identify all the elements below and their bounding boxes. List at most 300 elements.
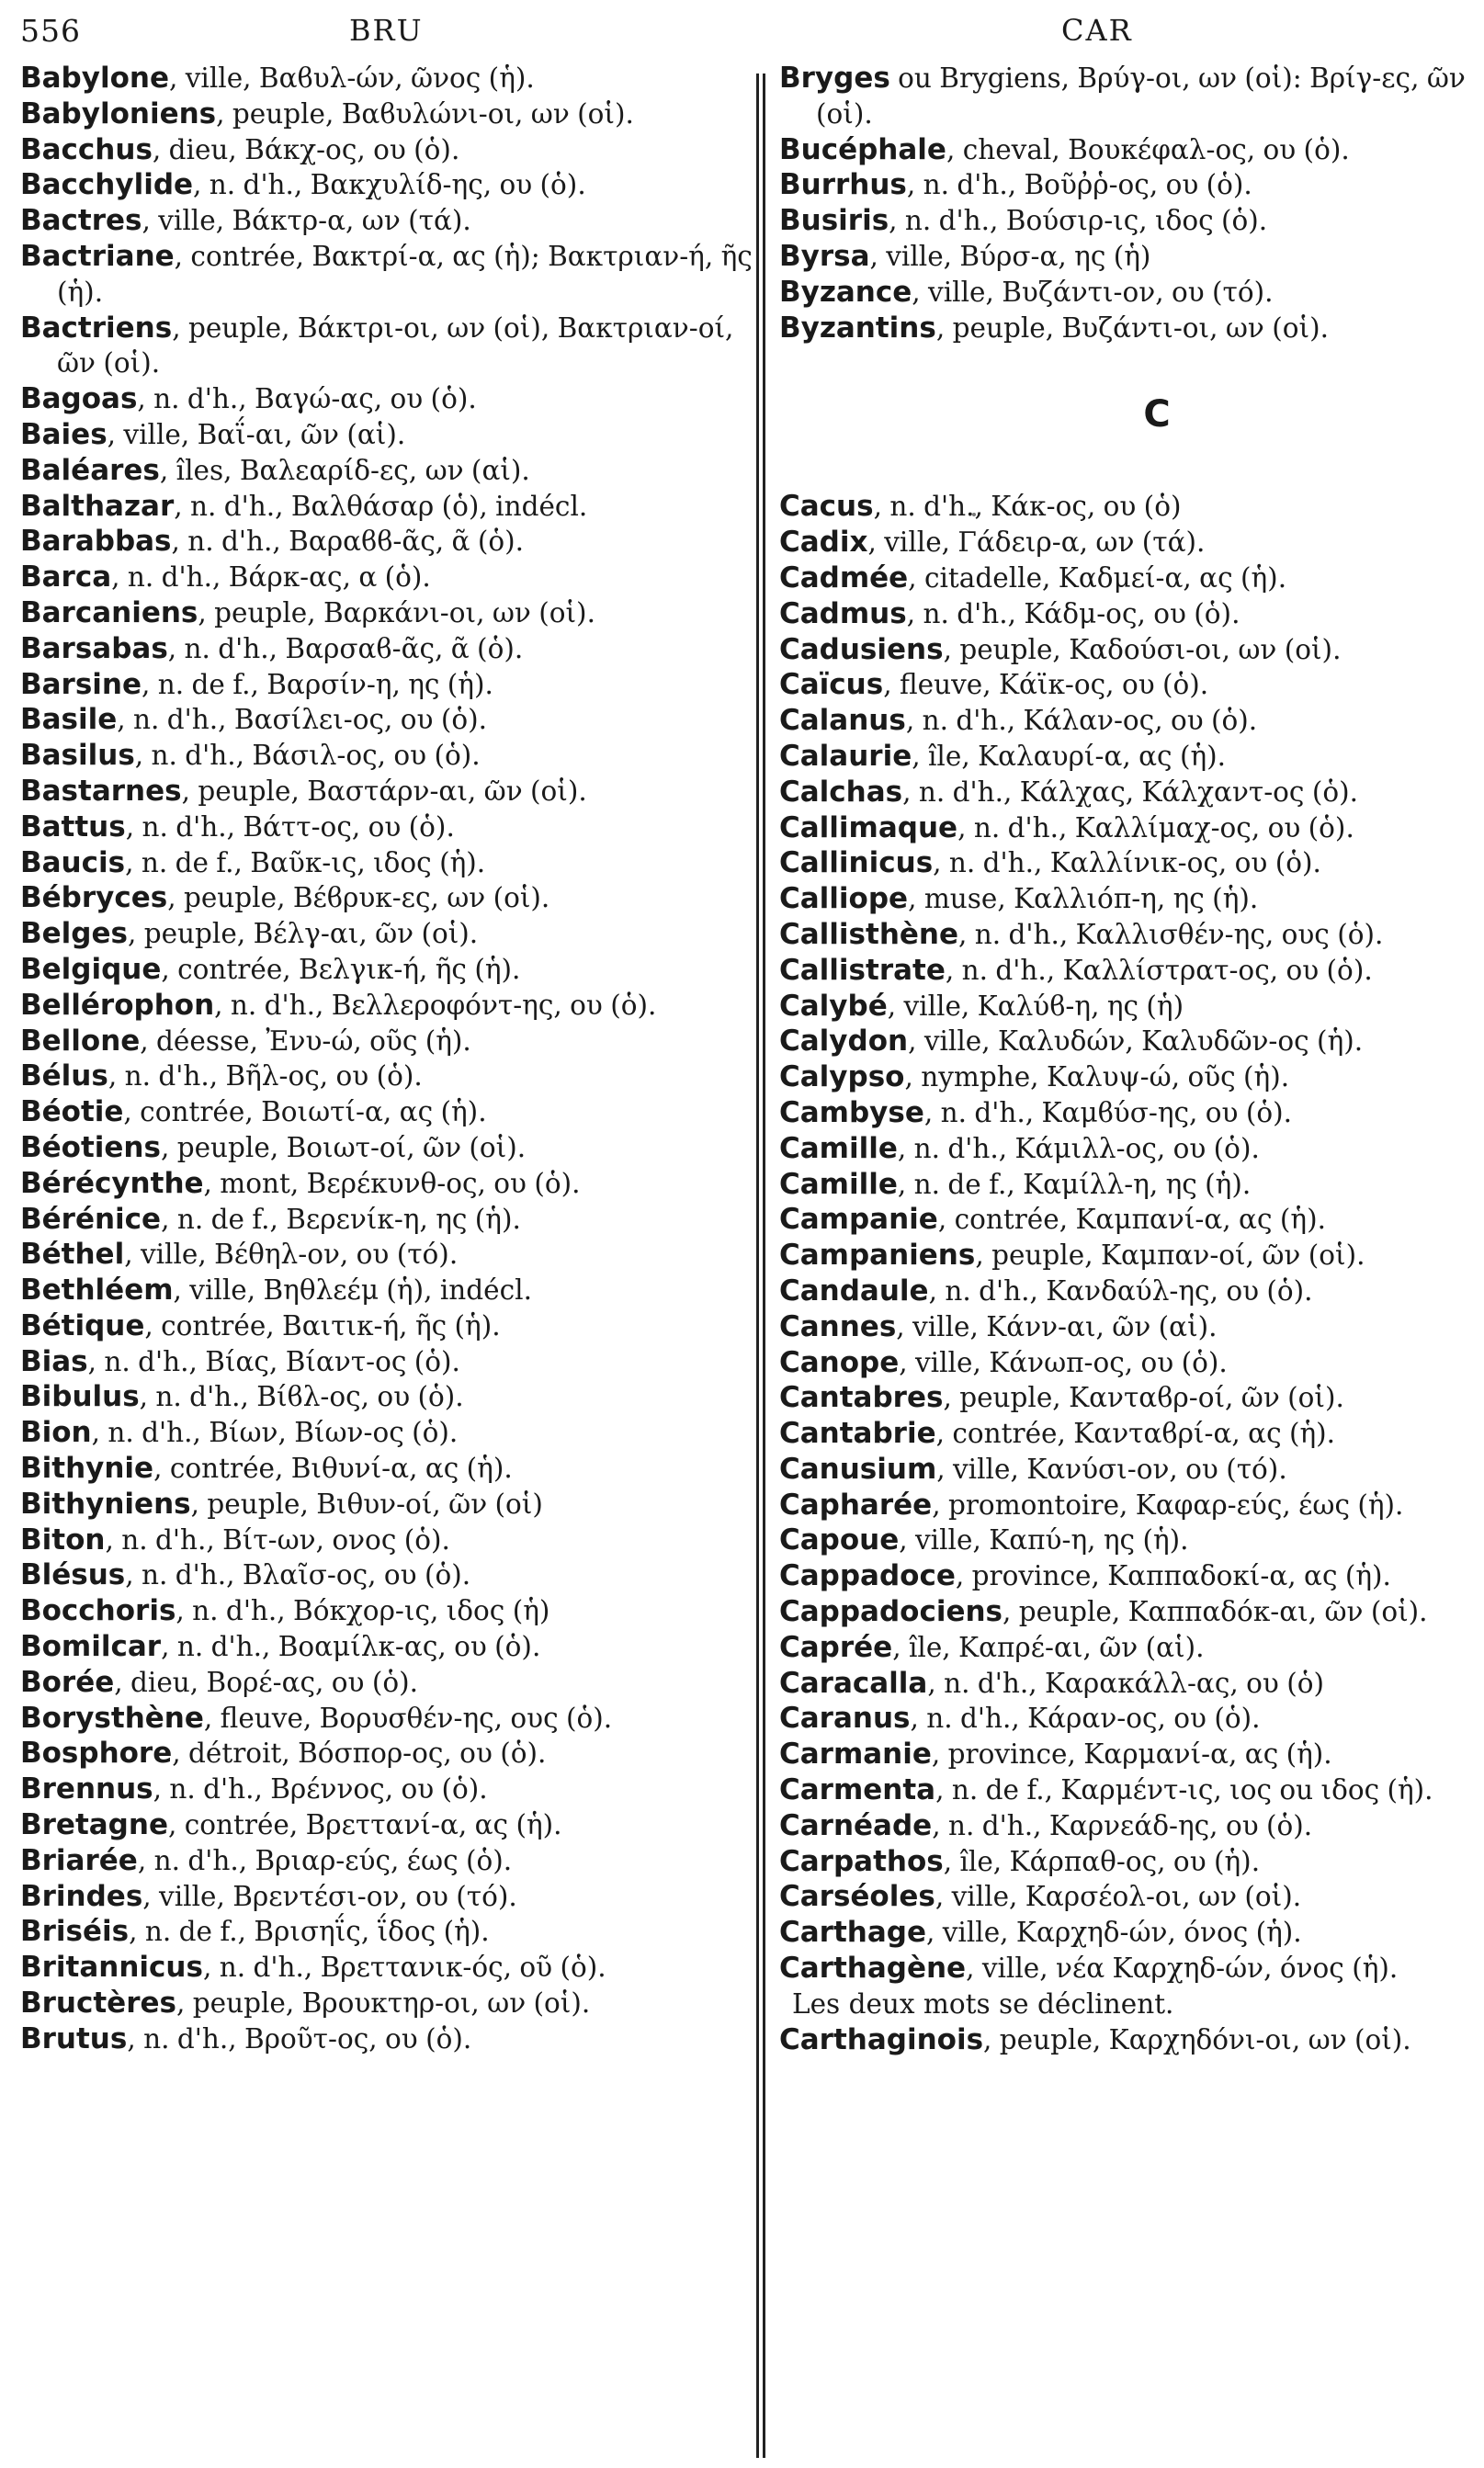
entry-definition: , peuple, Βοιωτ-οί, ῶν (οἱ). bbox=[160, 1131, 527, 1163]
entry-definition: , n. d'h., Βριαρ-εύς, έως (ὁ). bbox=[137, 1844, 513, 1876]
dictionary-entry bbox=[779, 275, 1470, 311]
dictionary-entry bbox=[779, 845, 1470, 881]
dictionary-entry bbox=[779, 203, 1470, 239]
dictionary-entry bbox=[779, 560, 1470, 596]
entry-headword: Campaniens bbox=[779, 1239, 976, 1273]
entry-definition: , n. d'h., Βάρκ-ας, α (ὁ). bbox=[111, 561, 431, 594]
entry-definition: , n. d'h., Κάκ-ος, ου (ὁ) bbox=[873, 491, 1182, 523]
entry-headword: Cadix bbox=[779, 526, 868, 560]
entry-definition: , peuple, Βέλγ-αι, ῶν (οἱ). bbox=[127, 918, 479, 950]
dictionary-entry bbox=[20, 1451, 755, 1487]
dictionary-entry bbox=[20, 489, 755, 525]
entry-definition: , dieu, Βορέ-ας, ου (ὁ). bbox=[114, 1666, 419, 1698]
dictionary-entry bbox=[779, 1666, 1470, 1702]
dictionary-entry bbox=[20, 880, 755, 916]
entry-definition: , n. d'h., Βίϐλ-ος, ου (ὁ). bbox=[139, 1381, 464, 1413]
dictionary-entry bbox=[779, 810, 1470, 846]
dictionary-entry bbox=[779, 525, 1470, 560]
entry-definition: , ville, Κάνωπ-ος, ου (ὁ). bbox=[899, 1346, 1228, 1378]
entry-headword: Bactres bbox=[20, 204, 142, 238]
entry-definition: , n. d'h., Καρακάλλ-ας, ου (ὁ) bbox=[927, 1667, 1324, 1699]
dictionary-entry bbox=[779, 1416, 1470, 1452]
entry-headword: Bion bbox=[20, 1416, 92, 1450]
entry-definition: , contrée, Βελγικ-ή, ῆς (ἡ). bbox=[161, 953, 521, 985]
dictionary-entry bbox=[779, 1024, 1470, 1059]
entry-headword: Bithyniens bbox=[20, 1487, 191, 1521]
dictionary-entry bbox=[779, 1059, 1470, 1095]
dictionary-entry bbox=[779, 1131, 1470, 1167]
dictionary-entry bbox=[20, 1024, 755, 1059]
entry-definition: , ville, Βρεντέσι-ον, ου (τό). bbox=[142, 1880, 517, 1912]
entry-headword: Béthel bbox=[20, 1238, 125, 1272]
entry-headword: Baléares bbox=[20, 453, 160, 487]
dictionary-entry bbox=[20, 1914, 755, 1950]
entry-definition: , n. d'h., Βακχυλίδ-ης, ου (ὁ). bbox=[193, 169, 586, 201]
dictionary-entry bbox=[779, 775, 1470, 810]
entry-definition: , contrée, Βρεττανί-α, ας (ἡ). bbox=[167, 1809, 562, 1841]
entry-definition: , peuple, Κανταϐρ-οί, ῶν (οἱ). bbox=[943, 1382, 1344, 1414]
entry-definition: , peuple, Καμπαν-οί, ῶν (οἱ). bbox=[975, 1240, 1365, 1272]
dictionary-entry bbox=[779, 1274, 1470, 1309]
entry-headword: Capoue bbox=[779, 1523, 900, 1557]
dictionary-entry bbox=[779, 1772, 1470, 1808]
entry-definition: , ville, Βηθλεέμ (ἡ), indécl. bbox=[173, 1274, 532, 1307]
dictionary-entry bbox=[20, 1736, 755, 1772]
right-column bbox=[779, 61, 1470, 2057]
entry-headword: Bryges bbox=[779, 62, 890, 95]
entry-definition: , n. de f., Βαῦκ-ις, ιδος (ἡ). bbox=[125, 846, 486, 878]
entry-definition: , n. d'h., Καλλίνικ-ος, ου (ὁ). bbox=[933, 847, 1321, 879]
dictionary-entry bbox=[779, 667, 1470, 703]
entry-definition: , cheval, Βουκέφαλ-ος, ου (ὁ). bbox=[946, 133, 1350, 165]
entry-headword: Bethléem bbox=[20, 1274, 174, 1308]
dictionary-entry bbox=[20, 96, 755, 132]
entry-definition: , promontoire, Καφαρ-εύς, έως (ἡ). bbox=[932, 1489, 1404, 1521]
entry-definition: , peuple, Βέϐρυκ-ες, ων (οἱ). bbox=[167, 882, 550, 914]
entry-headword: Basilus bbox=[20, 739, 135, 773]
entry-headword: Busiris bbox=[779, 204, 889, 238]
dictionary-entry bbox=[20, 167, 755, 203]
entry-definition: , île, Καλαυρί-α, ας (ἡ). bbox=[912, 740, 1227, 772]
dictionary-entry bbox=[20, 61, 755, 96]
entry-definition: , ville, Καπύ-η, ης (ἡ). bbox=[899, 1524, 1189, 1557]
dictionary-entry bbox=[779, 739, 1470, 775]
entry-definition: , dieu, Βάκχ-ος, ου (ὁ). bbox=[152, 133, 460, 165]
entry-definition: , province, Καρμανί-α, ας (ἡ). bbox=[931, 1738, 1332, 1771]
entry-definition: , contrée, Βαιτικ-ή, ῆς (ἡ). bbox=[144, 1309, 501, 1342]
entry-headword: Brennus bbox=[20, 1772, 153, 1806]
entry-headword: Bucéphale bbox=[779, 132, 946, 166]
dictionary-entry bbox=[779, 1630, 1470, 1666]
entry-definition: , n. d'h., Βαραϐϐ-ᾶς, ᾶ (ὁ). bbox=[171, 526, 524, 558]
dictionary-entry bbox=[20, 1593, 755, 1629]
entry-headword: Carthaginois bbox=[779, 2022, 984, 2056]
entry-headword: Bosphore bbox=[20, 1737, 173, 1771]
entry-headword: Carmanie bbox=[779, 1738, 932, 1772]
dictionary-entry bbox=[20, 1807, 755, 1843]
entry-definition: , province, Καππαδοκί-α, ας (ἡ). bbox=[955, 1560, 1391, 1592]
dictionary-entry bbox=[779, 881, 1470, 917]
entry-headword: Cambyse bbox=[779, 1095, 924, 1129]
entry-headword: Bétique bbox=[20, 1308, 145, 1342]
entry-definition: , citadelle, Καδμεί-α, ας (ἡ). bbox=[908, 561, 1287, 594]
entry-headword: Béotie bbox=[20, 1095, 124, 1129]
entry-definition: , ville, Καρσέολ-οι, ων (οἱ). bbox=[935, 1881, 1302, 1913]
entry-definition: , n. de f., Βαρσίν-η, ης (ἡ). bbox=[142, 668, 493, 700]
dictionary-entry bbox=[20, 702, 755, 738]
entry-definition: , peuple, Βρουκτηρ-οι, ων (οἱ). bbox=[176, 1987, 591, 2020]
dictionary-entry bbox=[779, 1523, 1470, 1558]
entry-headword: Bébryces bbox=[20, 881, 168, 915]
entry-headword: Cacus bbox=[779, 490, 874, 524]
entry-definition: , contrée, Βακτρί-α, ας (ἡ); Βακτριαν-ή, ῆς (ἡ). bbox=[57, 240, 753, 308]
entry-definition: , peuple, Καππαδόκ-αι, ῶν (οἱ). bbox=[1003, 1596, 1428, 1628]
entry-definition: , peuple, Βαστάρν-αι, ῶν (οἱ). bbox=[181, 775, 587, 807]
entry-definition: , n. d'h., Βρεττανικ-ός, οῦ (ὁ). bbox=[202, 1952, 606, 1984]
entry-definition: , ville, Καλύϐ-η, ης (ἡ) bbox=[887, 990, 1184, 1022]
column-divider bbox=[756, 74, 759, 2458]
entry-headword: Carthage bbox=[779, 1916, 926, 1950]
entry-definition: ou Brygiens, Βρύγ-οι, ων (οἱ): Βρίγ-ες, ῶν (οἱ). bbox=[816, 62, 1466, 130]
dictionary-entry bbox=[779, 703, 1470, 739]
dictionary-entry bbox=[20, 1308, 755, 1344]
dictionary-entry bbox=[20, 1879, 755, 1915]
entry-definition: , n. d'h., Βούσιρ-ις, ιδος (ὁ). bbox=[889, 205, 1268, 237]
dictionary-entry bbox=[20, 132, 755, 168]
entry-definition: , n. d'h., Βαρσαϐ-ᾶς, ᾶ (ὁ). bbox=[167, 632, 524, 664]
entry-definition: , îles, Βαλεαρίδ-ες, ων (αἱ). bbox=[159, 454, 530, 486]
entry-headword: Cantabrie bbox=[779, 1417, 936, 1451]
entry-definition: , n. d'h., Κάμιλλ-ος, ου (ὁ). bbox=[897, 1132, 1260, 1164]
entry-headword: Battus bbox=[20, 809, 126, 843]
dictionary-entry bbox=[20, 738, 755, 774]
entry-headword: Bacchylide bbox=[20, 168, 194, 202]
entry-headword: Capharée bbox=[779, 1488, 933, 1522]
entry-headword: Baucis bbox=[20, 845, 126, 879]
section-letter: C bbox=[1143, 393, 1171, 436]
dictionary-entry bbox=[20, 1487, 755, 1523]
entry-definition: , ville, Βάκτρ-α, ων (τά). bbox=[142, 205, 471, 237]
entry-definition: , ville, Βαϐυλ-ών, ῶνος (ἡ). bbox=[168, 62, 535, 94]
entry-headword: Cappadociens bbox=[779, 1595, 1003, 1629]
entry-definition: , n. d'h., Βαλθάσαρ (ὁ), indécl. bbox=[174, 490, 588, 522]
entry-definition: , ville, νέα Καρχηδ-ών, όνος (ἡ). bbox=[966, 1953, 1399, 1985]
entry-headword: Bactriane bbox=[20, 239, 175, 273]
entry-headword: Béotiens bbox=[20, 1130, 161, 1164]
entry-headword: Candaule bbox=[779, 1274, 929, 1308]
entry-headword: Babylone bbox=[20, 62, 169, 95]
entry-headword: Bérénice bbox=[20, 1202, 162, 1236]
entry-headword: Bomilcar bbox=[20, 1630, 162, 1664]
dictionary-entry bbox=[779, 632, 1470, 668]
dictionary-entry bbox=[20, 417, 755, 453]
entry-headword: Bibulus bbox=[20, 1380, 140, 1414]
right-guide-word: CAR bbox=[1061, 13, 1133, 48]
dictionary-entry bbox=[20, 809, 755, 845]
entry-headword: Barabbas bbox=[20, 525, 172, 559]
dictionary-entry bbox=[20, 1557, 755, 1593]
entry-headword: Canusium bbox=[779, 1452, 937, 1486]
entry-headword: Carnéade bbox=[779, 1808, 933, 1842]
entry-headword: Bretagne bbox=[20, 1808, 168, 1842]
dictionary-entry bbox=[20, 311, 755, 382]
entry-definition: , ville, Κάνν-αι, ῶν (αἱ). bbox=[896, 1310, 1218, 1342]
dictionary-entry bbox=[20, 631, 755, 667]
entry-headword: Caranus bbox=[779, 1702, 911, 1736]
dictionary-entry bbox=[20, 1950, 755, 1986]
dictionary-entry bbox=[779, 1238, 1470, 1274]
entry-definition: , n. d'h., Κανδαύλ-ης, ου (ὁ). bbox=[928, 1274, 1313, 1307]
dictionary-entry bbox=[779, 239, 1470, 275]
entry-headword: Bérécynthe bbox=[20, 1166, 204, 1200]
entry-headword: Blésus bbox=[20, 1558, 126, 1592]
entry-headword: Barca bbox=[20, 560, 112, 594]
entry-headword: Bructères bbox=[20, 1987, 176, 2021]
entry-headword: Belgique bbox=[20, 952, 162, 986]
entry-definition: , déesse, Ἐνυ-ώ, οῦς (ἡ). bbox=[140, 1025, 471, 1057]
entry-definition: , n. de f., Καμίλλ-η, ης (ἡ). bbox=[897, 1168, 1252, 1200]
entry-definition: , ville, Βύρσ-α, ης (ἡ) bbox=[869, 240, 1151, 272]
entry-headword: Barcaniens bbox=[20, 595, 198, 629]
dictionary-entry bbox=[20, 845, 755, 881]
entry-headword: Belges bbox=[20, 917, 128, 951]
entry-definition: , muse, Καλλιόπ-η, ης (ἡ). bbox=[908, 883, 1259, 915]
entry-headword: Cadusiens bbox=[779, 632, 944, 666]
entry-definition: , île, Κάρπαθ-ος, ου (ἡ). bbox=[943, 1845, 1261, 1877]
entry-headword: Caïcus bbox=[779, 668, 884, 702]
entry-definition: , n. d'h., Κάδμ-ος, ου (ὁ). bbox=[906, 597, 1240, 629]
entry-definition: , n. d'h., Καμϐύσ-ης, ου (ὁ). bbox=[923, 1096, 1293, 1128]
entry-definition: , n. de f., Βρισηΐς, ΐδος (ἡ). bbox=[129, 1916, 490, 1948]
entry-headword: Brindes bbox=[20, 1879, 143, 1913]
dictionary-entry bbox=[779, 917, 1470, 953]
entry-definition: , fleuve, Κάϊκ-ος, ου (ὁ). bbox=[883, 669, 1209, 701]
dictionary-entry bbox=[779, 1844, 1470, 1880]
entry-headword: Callimaque bbox=[779, 810, 958, 844]
dictionary-entry bbox=[20, 1772, 755, 1807]
dictionary-entry bbox=[20, 1237, 755, 1273]
entry-headword: Basile bbox=[20, 703, 118, 737]
entry-headword: Byzantins bbox=[779, 311, 936, 345]
left-guide-word: BRU bbox=[349, 13, 424, 48]
entry-headword: Calypso bbox=[779, 1060, 905, 1094]
entry-headword: Calanus bbox=[779, 704, 906, 738]
left-column bbox=[20, 61, 755, 2057]
dictionary-entry bbox=[779, 1808, 1470, 1844]
dictionary-entry bbox=[20, 453, 755, 489]
entry-definition: , contrée, Κανταϐρί-α, ας (ἡ). bbox=[935, 1418, 1336, 1450]
dictionary-entry bbox=[20, 203, 755, 239]
dictionary-entry bbox=[779, 1202, 1470, 1238]
dictionary-entry bbox=[20, 524, 755, 560]
entry-headword: Burrhus bbox=[779, 168, 907, 202]
entry-definition: , ville, Κανύσι-ον, ου (τό). bbox=[936, 1453, 1287, 1485]
entry-headword: Babyloniens bbox=[20, 96, 217, 130]
entry-headword: Carthagène bbox=[779, 1952, 967, 1986]
dictionary-entry bbox=[20, 1986, 755, 2021]
entry-headword: Borysthène bbox=[20, 1701, 204, 1735]
entry-headword: Calaurie bbox=[779, 739, 912, 773]
dictionary-entry bbox=[20, 595, 755, 631]
entry-headword: Bellone bbox=[20, 1024, 141, 1058]
entry-definition: , peuple, Βαϐυλώνι-οι, ων (οἱ). bbox=[216, 97, 634, 130]
dictionary-entry bbox=[779, 132, 1470, 168]
entry-headword: Cadmus bbox=[779, 596, 907, 630]
entry-headword: Bacchus bbox=[20, 132, 153, 166]
dictionary-entry bbox=[779, 1558, 1470, 1594]
entry-headword: Calchas bbox=[779, 775, 903, 809]
column-divider bbox=[763, 74, 765, 2458]
dictionary-entry bbox=[20, 1415, 755, 1451]
dictionary-entry bbox=[779, 1951, 1470, 1987]
dictionary-entry bbox=[20, 952, 755, 988]
declension-note: Les deux mots se déclinent. bbox=[792, 1987, 1174, 2020]
entry-definition: , contrée, Βιθυνί-α, ας (ἡ). bbox=[153, 1453, 513, 1485]
entry-definition: , contrée, Βοιωτί-α, ας (ἡ). bbox=[123, 1096, 487, 1128]
entry-definition: , peuple, Βυζάντι-οι, ων (οἱ). bbox=[935, 311, 1329, 344]
entry-definition: , détroit, Βόσπορ-ος, ου (ὁ). bbox=[172, 1738, 547, 1770]
running-header bbox=[0, 13, 1484, 50]
dictionary-entry bbox=[779, 167, 1470, 203]
dictionary-entry bbox=[20, 560, 755, 595]
entry-definition: , n. d'h., Βοῦῤῥ-ος, ου (ὁ). bbox=[906, 169, 1252, 201]
entry-headword: Bocchoris bbox=[20, 1594, 176, 1628]
entry-headword: Bellérophon bbox=[20, 988, 215, 1022]
right-column-c-entries bbox=[779, 489, 1470, 1986]
entry-headword: Carséoles bbox=[779, 1880, 935, 1914]
entry-headword: Caracalla bbox=[779, 1666, 928, 1700]
entry-definition: , n. d'h., Καλλίμαχ-ος, ου (ὁ). bbox=[957, 811, 1354, 843]
entry-headword: Camille bbox=[779, 1131, 898, 1165]
entry-definition: , n. de f., Καρμέντ-ις, ιος ou ιδος (ἡ). bbox=[935, 1774, 1433, 1806]
entry-headword: Balthazar bbox=[20, 489, 175, 523]
dictionary-entry bbox=[20, 1130, 755, 1166]
entry-definition: , n. d'h., Κάραν-ος, ου (ὁ). bbox=[910, 1703, 1261, 1735]
entry-headword: Byzance bbox=[779, 275, 912, 309]
entry-headword: Britannicus bbox=[20, 1951, 203, 1985]
entry-definition: , n. d'h., Καλλισθέν-ης, ους (ὁ). bbox=[958, 918, 1384, 950]
entry-definition: , peuple, Βιθυν-οί, ῶν (οἱ) bbox=[190, 1488, 543, 1520]
entry-definition: , n. de f., Βερενίκ-η, ης (ἡ). bbox=[161, 1203, 521, 1235]
entry-definition: , n. d'h., Βόκχορ-ις, ιδος (ἡ) bbox=[176, 1595, 550, 1627]
entry-definition: , peuple, Καδούσι-οι, ων (οἱ). bbox=[943, 633, 1342, 665]
entry-headword: Barsabas bbox=[20, 631, 168, 665]
entry-headword: Bithynie bbox=[20, 1452, 154, 1486]
entry-headword: Bélus bbox=[20, 1059, 108, 1093]
entry-headword: Bactriens bbox=[20, 311, 173, 345]
entry-definition: , n. d'h., Κάλχας, Κάλχαντ-ος (ὁ). bbox=[902, 775, 1358, 808]
dictionary-entry bbox=[20, 667, 755, 703]
entry-headword: Caprée bbox=[779, 1630, 893, 1664]
entry-headword: Cadmée bbox=[779, 560, 909, 594]
entry-definition: , n. d'h., Καλλίστρατ-ος, ου (ὁ). bbox=[945, 954, 1373, 986]
entry-headword: Calliope bbox=[779, 882, 909, 916]
entry-definition: , île, Καπρέ-αι, ῶν (αἱ). bbox=[892, 1631, 1205, 1663]
entry-definition: , n. d'h., Κάλαν-ος, ου (ὁ). bbox=[905, 705, 1258, 737]
entry-headword: Callisthène bbox=[779, 917, 959, 951]
entry-headword: Bias bbox=[20, 1344, 88, 1378]
entry-definition: , mont, Βερέκυνθ-ος, ου (ὁ). bbox=[203, 1167, 581, 1199]
entry-headword: Briséis bbox=[20, 1915, 130, 1949]
entry-definition: , ville, Καρχηδ-ών, όνος (ἡ). bbox=[925, 1917, 1302, 1949]
entry-definition: , ville, Γάδειρ-α, ων (τά). bbox=[867, 526, 1206, 559]
dictionary-entry bbox=[20, 1843, 755, 1879]
entry-headword: Calybé bbox=[779, 989, 888, 1023]
dictionary-entry bbox=[779, 989, 1470, 1025]
dictionary-entry bbox=[779, 489, 1470, 525]
dictionary-entry bbox=[20, 1094, 755, 1130]
entry-headword: Canope bbox=[779, 1345, 900, 1379]
dictionary-entry bbox=[779, 1167, 1470, 1203]
dictionary-entry bbox=[779, 1309, 1470, 1345]
dictionary-entry bbox=[779, 1879, 1470, 1915]
dictionary-entry bbox=[20, 1166, 755, 1202]
entry-headword: Callinicus bbox=[779, 846, 934, 880]
dictionary-entry bbox=[20, 1379, 755, 1415]
entry-headword: Camille bbox=[779, 1167, 898, 1201]
entry-definition: , n. d'h., Βάσιλ-ος, ου (ὁ). bbox=[134, 740, 481, 772]
entry-definition: , contrée, Καμπανί-α, ας (ἡ). bbox=[937, 1204, 1326, 1236]
entry-headword: Bagoas bbox=[20, 382, 138, 416]
entry-definition: , ville, Βέθηλ-ον, ου (τό). bbox=[124, 1239, 459, 1271]
entry-definition: , n. d'h., Καρνεάδ-ης, ου (ὁ). bbox=[932, 1809, 1313, 1841]
entry-headword: Baies bbox=[20, 417, 108, 451]
entry-headword: Biton bbox=[20, 1523, 106, 1557]
entry-definition: , n. d'h., Βελλεροφόντ-ης, ου (ὁ). bbox=[214, 989, 657, 1021]
entry-definition: , n. d'h., Βάττ-ος, ου (ὁ). bbox=[125, 810, 455, 843]
dictionary-entry bbox=[20, 239, 755, 311]
dictionary-entry bbox=[20, 988, 755, 1024]
entry-definition: , n. d'h., Βασίλει-ος, ου (ὁ). bbox=[117, 704, 487, 736]
page-number: 556 bbox=[20, 13, 81, 49]
dictionary-entry bbox=[779, 1380, 1470, 1416]
dictionary-entry bbox=[779, 1452, 1470, 1488]
dictionary-entry bbox=[20, 774, 755, 809]
entry-headword: Byrsa bbox=[779, 239, 870, 273]
entry-definition: , peuple, Βάκτρι-οι, ων (οἱ), Βακτριαν-οί, ῶν (οἱ). bbox=[57, 311, 734, 379]
entry-headword: Cappadoce bbox=[779, 1559, 956, 1593]
entry-definition: , n. d'h., Βαγώ-ας, ου (ὁ). bbox=[137, 383, 477, 415]
entry-headword: Brutus bbox=[20, 2021, 128, 2055]
dictionary-entry bbox=[20, 2021, 755, 2057]
dictionary-entry bbox=[779, 1915, 1470, 1951]
entry-headword: Bastarnes bbox=[20, 774, 182, 808]
dictionary-entry bbox=[779, 953, 1470, 989]
entry-headword: Carmenta bbox=[779, 1773, 936, 1807]
entry-definition: , peuple, Βαρκάνι-οι, ων (οἱ). bbox=[198, 596, 595, 628]
dictionary-entry bbox=[20, 1665, 755, 1701]
entry-headword: Briarée bbox=[20, 1843, 138, 1877]
dictionary-entry bbox=[20, 1202, 755, 1238]
dictionary-entry bbox=[20, 1059, 755, 1094]
dictionary-entry bbox=[779, 1095, 1470, 1131]
entry-definition: , n. d'h., Βίας, Βίαντ-ος (ὁ). bbox=[87, 1345, 460, 1377]
entry-headword: Barsine bbox=[20, 667, 142, 701]
entry-definition: , n. d'h., Βρέννος, ου (ὁ). bbox=[153, 1773, 488, 1806]
dictionary-entry bbox=[20, 381, 755, 417]
dictionary-entry bbox=[20, 1523, 755, 1558]
entry-definition: , n. d'h., Βίτ-ων, ονος (ὁ). bbox=[105, 1523, 450, 1556]
entry-headword: Callistrate bbox=[779, 953, 946, 987]
entry-definition: , ville, Βυζάντι-ον, ου (τό). bbox=[912, 276, 1274, 308]
entry-definition: , n. d'h., Βοαμίλκ-ας, ου (ὁ). bbox=[161, 1631, 541, 1663]
entry-headword: Borée bbox=[20, 1665, 115, 1699]
entry-definition: , ville, Βαΐ-αι, ῶν (αἱ). bbox=[107, 418, 406, 450]
right-column-b-entries bbox=[779, 61, 1470, 345]
entry-definition: , n. d'h., Βροῦτ-ος, ου (ὁ). bbox=[127, 2022, 472, 2055]
dictionary-entry bbox=[779, 596, 1470, 632]
dictionary-entry bbox=[779, 1737, 1470, 1772]
